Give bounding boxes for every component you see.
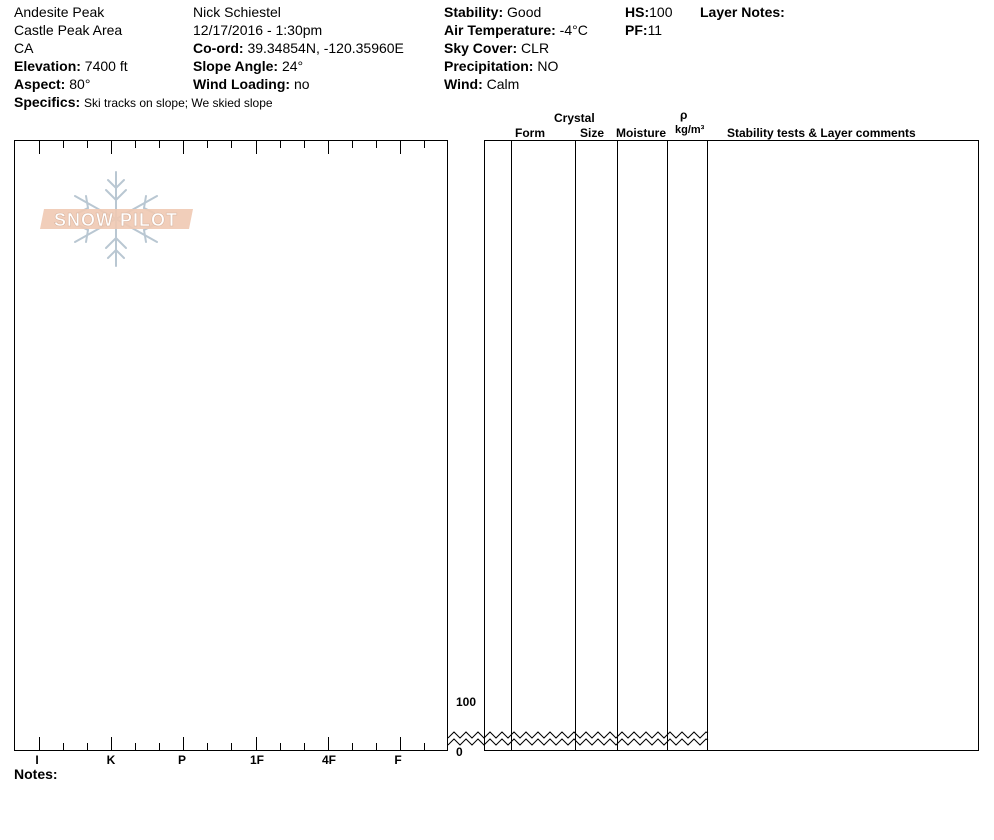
- stability-label: Stability:: [444, 4, 504, 20]
- hardness-label-p: P: [177, 753, 187, 767]
- hardness-label-i: I: [35, 753, 39, 767]
- stability-value: Good: [507, 4, 542, 20]
- wind-value: Calm: [486, 76, 520, 92]
- depth-label-bottom: 0: [456, 745, 463, 759]
- slope-angle-label: Slope Angle:: [193, 58, 279, 74]
- logo-text: SNOW PILOT: [54, 210, 178, 230]
- aspect-label: Aspect:: [14, 76, 66, 92]
- elevation-label: Elevation:: [14, 58, 81, 74]
- sky-cover-value: CLR: [521, 40, 550, 56]
- wind-loading-value: no: [293, 76, 310, 92]
- pf-value: 11: [647, 22, 663, 38]
- pf-label: PF:: [625, 22, 648, 38]
- precipitation-label: Precipitation:: [444, 58, 534, 74]
- hs-value: 100: [649, 4, 673, 20]
- layer-table-column-lines: [512, 141, 708, 750]
- observer-name: Nick Schiestel: [193, 4, 281, 20]
- location-name: Andesite Peak: [14, 4, 105, 20]
- specifics-label: Specifics:: [14, 94, 81, 110]
- size-header: Size: [580, 126, 605, 140]
- area-name: Castle Peak Area: [14, 22, 123, 38]
- layer-table-frame: [485, 141, 979, 751]
- depth-label-top: 100: [456, 695, 477, 709]
- crystal-header: Crystal: [554, 111, 595, 125]
- coordinates-value: 39.34854N, -120.35960E: [247, 40, 404, 56]
- wind-label: Wind:: [444, 76, 483, 92]
- hs-label: HS:: [625, 4, 650, 20]
- state-name: CA: [14, 40, 34, 56]
- hardness-label-4f: 4F: [321, 753, 337, 767]
- sky-cover-label: Sky Cover:: [444, 40, 518, 56]
- specifics-value: Ski tracks on slope; We skied slope: [84, 96, 273, 110]
- hardness-plot-frame: [15, 141, 448, 751]
- wind-loading-label: Wind Loading:: [193, 76, 291, 92]
- air-temperature-label: Air Temperature:: [444, 22, 556, 38]
- density-unit-header: kg/m³: [675, 124, 705, 136]
- coordinates-label: Co-ord:: [193, 40, 244, 56]
- elevation-value: 7400 ft: [84, 58, 128, 74]
- hardness-ticks-bottom: [40, 737, 425, 750]
- hardness-label-k: K: [106, 753, 116, 767]
- layer-notes-label: Layer Notes:: [700, 4, 785, 20]
- air-temperature-value: -4°C: [559, 22, 588, 38]
- form-header: Form: [515, 126, 545, 140]
- hardness-ticks-top: [40, 141, 425, 154]
- notes-label: Notes:: [14, 766, 58, 782]
- hardness-label-f: F: [394, 753, 402, 767]
- observation-datetime: 12/17/2016 - 1:30pm: [193, 22, 323, 38]
- hardness-label-1f: 1F: [249, 753, 265, 767]
- aspect-value: 80°: [69, 76, 91, 92]
- density-symbol-header: ρ: [680, 108, 688, 122]
- slope-angle-value: 24°: [281, 58, 304, 74]
- precipitation-value: NO: [537, 58, 559, 74]
- moisture-header: Moisture: [616, 126, 667, 140]
- depth-break-zigzag: [448, 732, 708, 745]
- comments-header: Stability tests & Layer comments: [727, 126, 916, 140]
